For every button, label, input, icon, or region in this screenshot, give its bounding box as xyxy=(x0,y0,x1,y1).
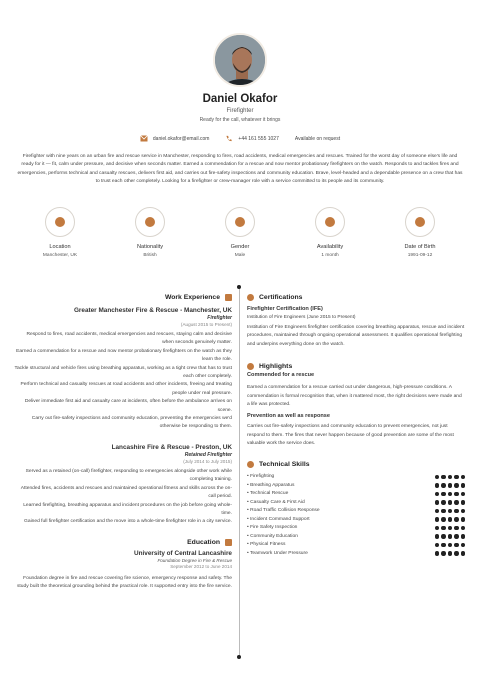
job-bullet: Gained full firefighter certification and the move into a whole-time firefighter role in a city service. xyxy=(24,519,232,525)
skill-level-dots xyxy=(435,492,466,497)
highlight-text: Earned a commendation for a rescue carried out under dangerous, high-pressure conditions. A commendation is formal recognition that, when it mattered most, the right decisions were made and a life was protected. xyxy=(247,385,462,408)
skill-level-dot xyxy=(461,543,466,548)
skill-level-dot xyxy=(441,475,446,480)
skill-level-dot xyxy=(454,534,459,539)
right-column xyxy=(247,294,465,558)
left-column xyxy=(14,294,232,592)
gear-icon xyxy=(247,461,254,468)
job-bullet: Earned a commendation for a rescue and now mentor probationary firefighters on the watch as they learn the role. xyxy=(16,348,232,363)
stat-value: 1991-09-12 xyxy=(407,253,433,258)
skill-name: • Firefighting xyxy=(247,474,274,479)
skill-name: • Physical Fitness xyxy=(247,542,285,547)
job-bullet: Served as a retained (on-call) firefighter, responding to emergencies alongside other work while completing training. xyxy=(25,468,232,483)
job-bullet: Learned firefighting, breathing apparatus and incident procedures on the job before going whole-time. xyxy=(23,502,232,516)
skill-level-dots xyxy=(435,551,466,556)
job-org: Greater Manchester Fire & Rescue - Manchester, UK xyxy=(73,307,232,314)
skill-level-dot xyxy=(435,517,440,522)
skill-level-dot xyxy=(448,475,453,480)
contact-row xyxy=(0,135,480,142)
skill-name: • Breathing Apparatus xyxy=(247,483,294,488)
skill-name: • Incident Command Support xyxy=(247,517,310,522)
skill-level-dot xyxy=(441,517,446,522)
job-bullets xyxy=(14,468,232,527)
highlight-title: Prevention as well as response xyxy=(247,413,331,420)
skill-level-dot xyxy=(461,517,466,522)
job-bullets xyxy=(14,331,232,432)
skill-level-dot xyxy=(441,526,446,531)
skill-level-dot xyxy=(448,551,453,556)
skill-level-dot xyxy=(435,534,440,539)
briefcase-icon xyxy=(225,294,232,301)
certifications-heading: Certifications xyxy=(247,294,465,301)
tagline: Ready for the call, whatever it brings xyxy=(199,117,281,123)
skill-name: • Casualty Care & First Aid xyxy=(247,500,305,505)
skill-level-dot xyxy=(461,475,466,480)
skill-level-dot xyxy=(454,500,459,505)
skill-level-dot xyxy=(441,543,446,548)
skill-level-dots xyxy=(435,534,466,539)
stat-value: 1 month xyxy=(321,253,339,258)
flag-icon xyxy=(145,217,155,227)
timeline-end-dot xyxy=(237,655,241,659)
skill-level-dot xyxy=(435,500,440,505)
job-bullet: Deliver immediate first aid and casualty care at incidents, often before the ambulance arrives on scene. xyxy=(24,399,232,413)
education-degree: Foundation Degree in Fire & Rescue xyxy=(157,557,232,563)
skill-level-dot xyxy=(448,509,453,514)
skill-level-dot xyxy=(454,475,459,480)
certification-name: Firefighter Certification (IFE) xyxy=(247,306,323,312)
skill-level-dot xyxy=(435,543,440,548)
stat-date-of-birth xyxy=(380,207,460,258)
skill-level-dot xyxy=(454,551,459,556)
skills-list xyxy=(247,473,465,558)
envelope-icon xyxy=(140,135,148,142)
certification-meta: Institution of Fire Engineers (June 2015 to Present) xyxy=(247,315,356,320)
skill-name: • Technical Rescue xyxy=(247,491,288,496)
contact-email xyxy=(140,135,210,142)
stat-label: Gender xyxy=(230,244,250,250)
job-bullet: Tackle structural and vehicle fires using breathing apparatus, working as a tight crew that has to trust each other completely. xyxy=(14,365,232,380)
skill-level-dots xyxy=(435,475,466,480)
email-text[interactable]: daniel.okafor@email.com xyxy=(152,135,210,142)
stat-nationality xyxy=(110,207,190,258)
skill-level-dot xyxy=(448,500,453,505)
job-entry xyxy=(14,444,232,527)
skill-level-dot xyxy=(441,500,446,505)
skill-level-dot xyxy=(461,534,466,539)
skill-level-dot xyxy=(435,492,440,497)
education-dates: September 2012 to June 2014 xyxy=(170,563,232,569)
skill-level-dot xyxy=(461,483,466,488)
skill-level-dot xyxy=(448,517,453,522)
skill-level-dot xyxy=(454,492,459,497)
skill-level-dot xyxy=(454,483,459,488)
education-org: University of Central Lancashire xyxy=(133,549,232,557)
education-description: Foundation degree in fire and rescue covering fire science, emergency response and safety. The study built the theoretical grounding behind the practical role. It supported entry into the fire service. xyxy=(16,575,232,590)
skill-name: • Fire Safety Inspection xyxy=(247,525,297,530)
work-experience-heading: Work Experience xyxy=(14,294,232,301)
job-bullet: Attended fires, accidents and rescues and maintained operational fitness and skills across the on-call period. xyxy=(20,485,232,500)
stat-value: Manchester, UK xyxy=(42,253,78,258)
avatar xyxy=(213,33,267,87)
skill-level-dots xyxy=(435,509,466,514)
stat-location xyxy=(20,207,100,258)
skill-level-dot xyxy=(441,534,446,539)
skill-level-dot xyxy=(441,483,446,488)
badge-icon xyxy=(247,294,254,301)
stat-availability xyxy=(290,207,370,258)
highlight-title: Commended for a rescue xyxy=(247,372,315,379)
skill-level-dot xyxy=(454,509,459,514)
skill-row xyxy=(247,507,465,516)
location-pin-icon xyxy=(55,217,65,227)
skill-row xyxy=(247,524,465,533)
skill-level-dot xyxy=(441,509,446,514)
personal-info-row xyxy=(20,207,460,258)
skill-level-dot xyxy=(448,526,453,531)
skill-level-dot xyxy=(448,492,453,497)
graduation-cap-icon xyxy=(225,539,232,546)
skill-level-dot xyxy=(461,551,466,556)
skill-level-dot xyxy=(461,500,466,505)
skill-level-dot xyxy=(448,483,453,488)
hourglass-icon xyxy=(325,217,335,227)
skill-level-dot xyxy=(461,509,466,514)
phone-icon xyxy=(225,135,233,142)
skill-level-dot xyxy=(448,534,453,539)
skill-level-dot xyxy=(448,543,453,548)
timeline-divider xyxy=(239,288,240,656)
person-icon xyxy=(235,217,245,227)
skill-level-dot xyxy=(435,509,440,514)
stat-label: Date of Birth xyxy=(404,244,436,250)
education-heading: Education xyxy=(14,539,232,546)
stat-gender xyxy=(200,207,280,258)
availability-text: Available on request xyxy=(294,135,341,142)
job-position: Firefighter xyxy=(207,315,232,321)
skill-row xyxy=(247,481,465,490)
skill-row xyxy=(247,549,465,558)
skill-level-dot xyxy=(454,543,459,548)
timeline-start-dot xyxy=(237,285,241,289)
highlights-heading: Highlights xyxy=(247,363,465,370)
stat-value: British xyxy=(143,253,157,258)
skill-level-dot xyxy=(435,551,440,556)
stat-label: Location xyxy=(49,244,71,250)
job-dates: (August 2015 to Present) xyxy=(180,322,232,327)
skill-level-dot xyxy=(435,483,440,488)
cake-icon xyxy=(415,217,425,227)
stat-value: Male xyxy=(234,253,246,258)
skill-row xyxy=(247,532,465,541)
skill-level-dot xyxy=(435,526,440,531)
skill-level-dot xyxy=(461,492,466,497)
job-title: Firefighter xyxy=(226,108,254,114)
technical-skills-heading: Technical Skills xyxy=(247,461,465,468)
certification-description: Institution of Fire Engineers firefighter certification covering breathing apparatus, rescue and incident procedures, maintained through ongoing operational assessment. It qualifies operational firefighting and underpins everything done on the watch. xyxy=(247,325,465,347)
job-entry xyxy=(14,307,232,432)
skill-row xyxy=(247,473,465,482)
contact-availability xyxy=(295,136,340,142)
skill-level-dots xyxy=(435,526,466,531)
skill-level-dot xyxy=(454,526,459,531)
skill-name: • Road Traffic Collision Response xyxy=(247,508,320,513)
job-bullet: Respond to fires, road accidents, medical emergencies and rescues, staying calm and decisive when seconds genuinely matter. xyxy=(26,332,232,346)
skill-row xyxy=(247,541,465,550)
skill-level-dot xyxy=(454,517,459,522)
job-org: Lancashire Fire & Rescue - Preston, UK xyxy=(111,443,232,451)
stat-label: Nationality xyxy=(136,244,164,250)
skill-level-dot xyxy=(441,551,446,556)
stat-label: Availability xyxy=(316,244,344,250)
profile-summary: Firefighter with nine years on an urban fire and rescue service in Manchester, responding to fires, road accidents, medical emergencies and rescues. Trained for the worst day of someone else's life and ready for it — fit, calm under pressure, and decisive when seconds matter. Earned a commendation for a rescue and now mentor probationary firefighters on the watch. Responds to and tackles fires and emergencies, performs technical and casualty rescues, delivers first aid, and carries out fire-safety inspections and community education. Brave, level-headed and a dependable presence on a crew that has to trust each other completely. Looking for a firefighter or crew-manager role with a service committed to its people and its community. xyxy=(17,154,463,185)
contact-phone xyxy=(225,135,278,142)
job-dates: (July 2014 to July 2015) xyxy=(183,458,232,464)
phone-text[interactable]: +44 161 555 1027 xyxy=(238,135,279,142)
skill-row xyxy=(247,490,465,499)
job-bullet: Carry out fire-safety inspections and community education, preventing the emergencies we'd otherwise be responding to them. xyxy=(31,416,232,430)
skill-level-dots xyxy=(435,543,466,548)
skill-row xyxy=(247,515,465,524)
skill-name: • Teamwork Under Pressure xyxy=(247,551,308,556)
job-position: Retained Firefighter xyxy=(184,451,232,458)
skill-level-dots xyxy=(435,483,466,488)
person-name: Daniel Okafor xyxy=(202,93,278,105)
skill-level-dots xyxy=(435,500,466,505)
skill-name: • Community Education xyxy=(247,534,298,539)
job-bullet: Perform technical and casualty rescues at road accidents and other incidents, freeing and treating people under real pressure. xyxy=(20,382,232,396)
highlight-text: Carries out fire-safety inspections and community education to prevent emergencies, not just respond to them. The fires that never happen because of good prevention are some of the most valuable work the service does. xyxy=(247,424,454,447)
star-icon xyxy=(247,363,254,370)
skill-level-dots xyxy=(435,517,466,522)
skill-row xyxy=(247,498,465,507)
skill-level-dot xyxy=(461,526,466,531)
skill-level-dot xyxy=(435,475,440,480)
skill-level-dot xyxy=(441,492,446,497)
